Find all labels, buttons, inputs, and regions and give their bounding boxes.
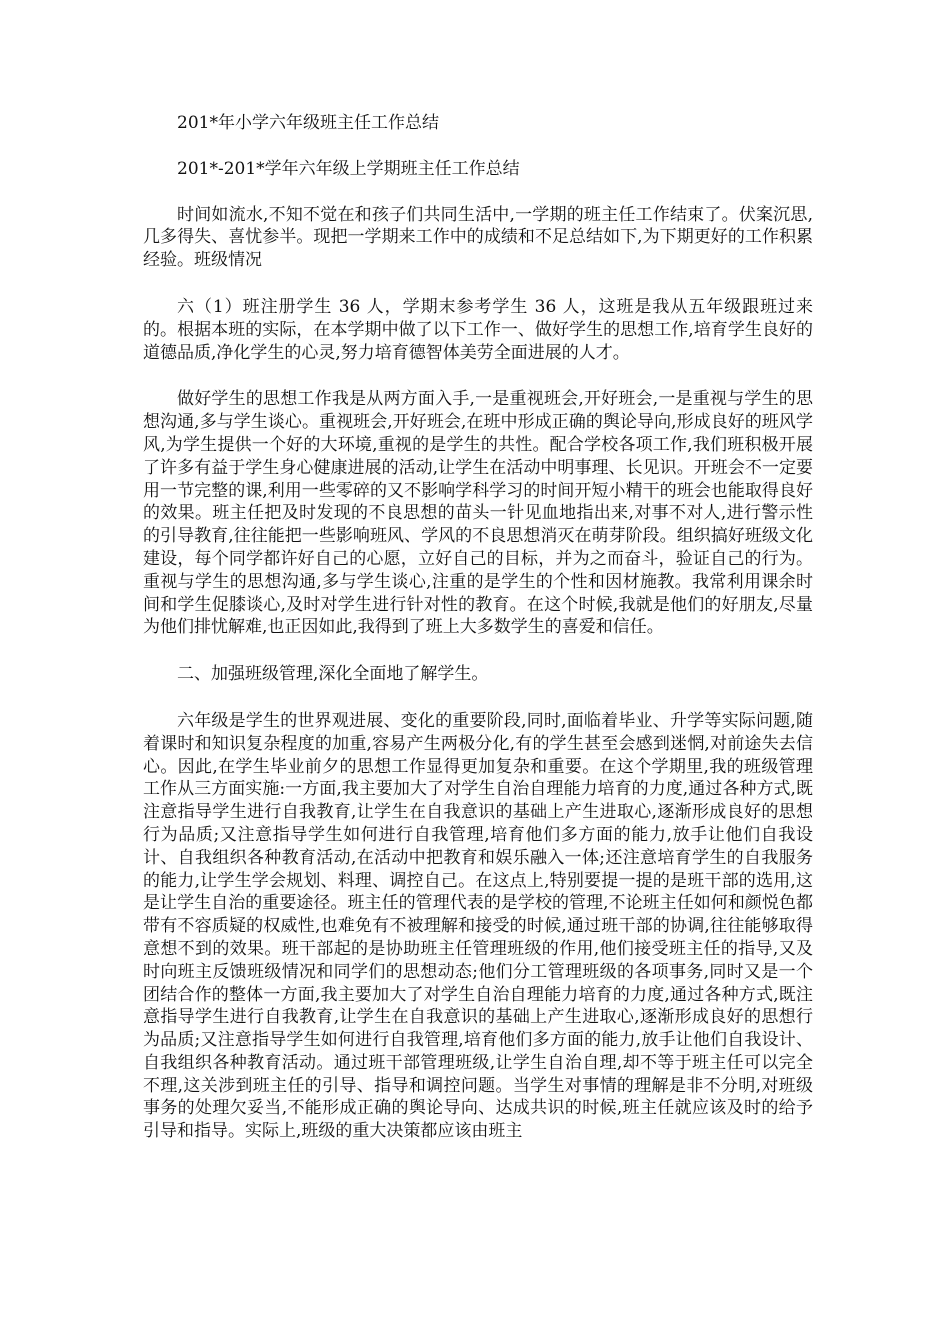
document-subtitle: 201*-201*学年六年级上学期班主任工作总结 <box>177 158 520 179</box>
section-heading-class-management: 二、加强班级管理,深化全面地了解学生。 <box>177 664 489 685</box>
paragraph-class-info: 六（1）班注册学生 36 人，学期末参考学生 36 人，这班是我从五年级跟班过来的。根据本班的实际，在本学期中做了以下工作一、做好学生的思想工作,培育学生良好的道德品质,净化学生的心灵,努力培育德智体美劳全面进展的人才。 <box>143 296 813 363</box>
document-title: 201*年小学六年级班主任工作总结 <box>177 113 439 133</box>
paragraph-ideology-work: 做好学生的思想工作我是从两方面入手,一是重视班会,开好班会,一是重视与学生的思想沟通,多与学生谈心。重视班会,开好班会,在班中形成正确的舆论导向,形成良好的班风学风,为学生提供一个好的大环境,重视的是学生的共性。配合学校各项工作,我们班积极开展了许多有益于学生身心健康进展的活动,让学生在活动中明事理、长见识。开班会不一定要用一节完整的课,利用一些零碎的又不影响学科学习的时间开短小精干的班会也能取得良好的效果。班主任把及时发现的不良思想的苗头一针见血地指出来,对事不对人,进行警示性的引导教育,往往能把一些影响班风、学风的不良思想消灭在萌芽阶段。组织搞好班级文化建设，每个同学都许好自己的心愿，立好自己的目标，并为之而奋斗，验证自己的行为。重视与学生的思想沟通,多与学生谈心,注重的是学生的个性和因材施教。我常利用课余时间和学生促膝谈心,及时对学生进行针对性的教育。在这个时候,我就是他们的好朋友,尽量为他们排忧解难,也正因如此,我得到了班上大多数学生的喜爱和信任。 <box>143 389 813 638</box>
paragraph-class-management: 六年级是学生的世界观进展、变化的重要阶段,同时,面临着毕业、升学等实际问题,随着课时和知识复杂程度的加重,容易产生两极分化,有的学生甚至会感到迷惘,对前途失去信心。因此,在学生毕业前夕的思想工作显得更加复杂和重要。在这个学期里,我的班级管理工作从三方面实施:一方面,我主要加大了对学生自治自理能力培育的力度,通过各种方式,既注意指导学生进行自我教育,让学生在自我意识的基础上产生进取心,逐渐形成良好的思想行为品质;又注意指导学生如何进行自我管理,培育他们多方面的能力,放手让他们自我设计、自我组织各种教育活动,在活动中把教育和娱乐融入一体;还注意培育学生的自我服务的能力,让学生学会规划、料理、调控自己。在这点上,特别要提一提的是班干部的选用,这是让学生自治的重要途径。班主任的管理代表的是学校的管理,不论班主任如何和颜悦色都带有不容质疑的权威性,也难免有不被理解和接受的时候,通过班干部的协调,往往能够取得意想不到的效果。班干部起的是协助班主任管理班级的作用,他们接受班主任的指导,又及时向班主反馈班级情况和同学们的思想动态;他们分工管理班级的各项事务,同时又是一个团结合作的整体一方面,我主要加大了对学生自治自理能力培育的力度,通过各种方式,既注意指导学生进行自我教育,让学生在自我意识的基础上产生进取心,逐渐形成良好的思想行为品质;又注意指导学生如何进行自我管理,培育他们多方面的能力,放手让他们自我设计、自我组织各种教育活动。通过班干部管理班级,让学生自治自理,却不等于班主任可以完全不理,这关涉到班主任的引导、指导和调控问题。当学生对事情的理解是非不分明,对班级事务的处理欠妥当,不能形成正确的舆论导向、达成共识的时候,班主任就应该及时的给予引导和指导。实际上,班级的重大决策都应该由班主 <box>143 710 813 1142</box>
paragraph-intro: 时间如流水,不知不觉在和孩子们共同生活中,一学期的班主任工作结束了。伏案沉思,几多得失、喜忧参半。现把一学期来工作中的成绩和不足总结如下,为下期更好的工作积累经验。班级情况 <box>143 204 813 271</box>
document-page <box>143 112 813 1143</box>
